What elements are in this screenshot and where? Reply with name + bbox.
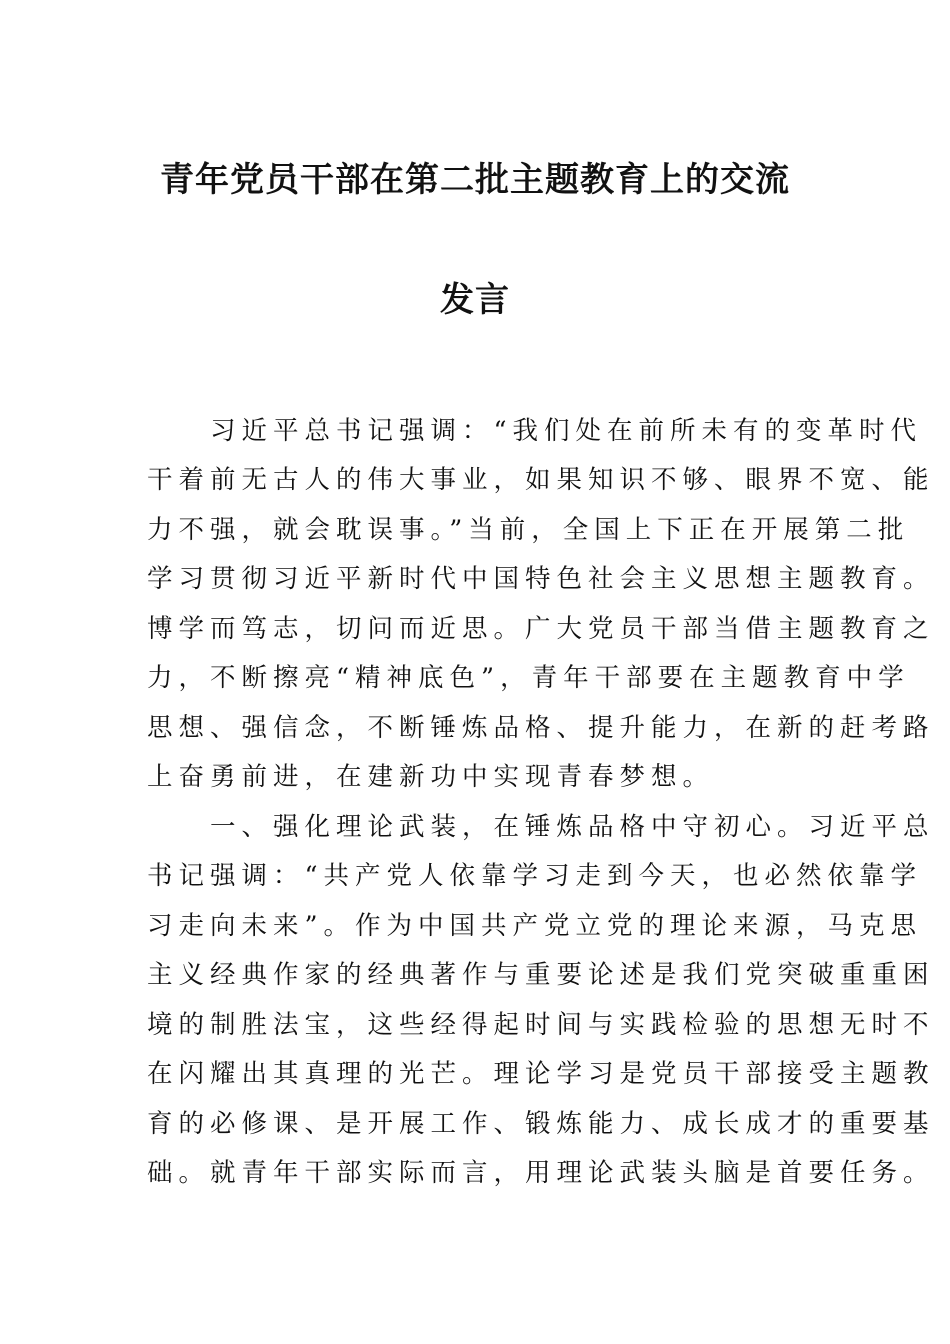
body-line: 书记强调：“共产党人依靠学习走到今天，也必然依靠学 bbox=[147, 861, 923, 891]
body-line: 博学而笃志，切问而近思。广大党员干部当借主题教育之 bbox=[147, 614, 935, 644]
body-line: 上奋勇前进，在建新功中实现青春梦想。 bbox=[147, 762, 715, 792]
body-line: 习近平总书记强调：“我们处在前所未有的变革时代 bbox=[147, 416, 923, 446]
document-title-line-2: 发言 bbox=[440, 280, 510, 320]
body-line: 力，不断擦亮“精神底色”，青年干部要在主题教育中学 bbox=[147, 663, 910, 693]
body-line: 习走向未来”。作为中国共产党立党的理论来源，马克思 bbox=[147, 911, 923, 941]
body-line: 主义经典作家的经典著作与重要论述是我们党突破重重困 bbox=[147, 960, 935, 990]
body-line: 力不强，就会耽误事。”当前，全国上下正在开展第二批 bbox=[147, 515, 910, 545]
body-line: 础。就青年干部实际而言，用理论武装头脑是首要任务。 bbox=[147, 1158, 935, 1188]
body-line: 在闪耀出其真理的光芒。理论学习是党员干部接受主题教 bbox=[147, 1059, 935, 1089]
body-line: 育的必修课、是开展工作、锻炼能力、成长成才的重要基 bbox=[147, 1109, 935, 1139]
body-line: 干着前无古人的伟大事业，如果知识不够、眼界不宽、能 bbox=[147, 465, 935, 495]
body-line: 思想、强信念，不断锤炼品格、提升能力，在新的赶考路 bbox=[147, 713, 935, 743]
document-title-line-1: 青年党员干部在第二批主题教育上的交流 bbox=[160, 160, 790, 200]
body-line: 学习贯彻习近平新时代中国特色社会主义思想主题教育。 bbox=[147, 564, 935, 594]
body-line: 一、强化理论武装，在锤炼品格中守初心。习近平总 bbox=[147, 812, 935, 842]
body-line: 境的制胜法宝，这些经得起时间与实践检验的思想无时不 bbox=[147, 1010, 935, 1040]
